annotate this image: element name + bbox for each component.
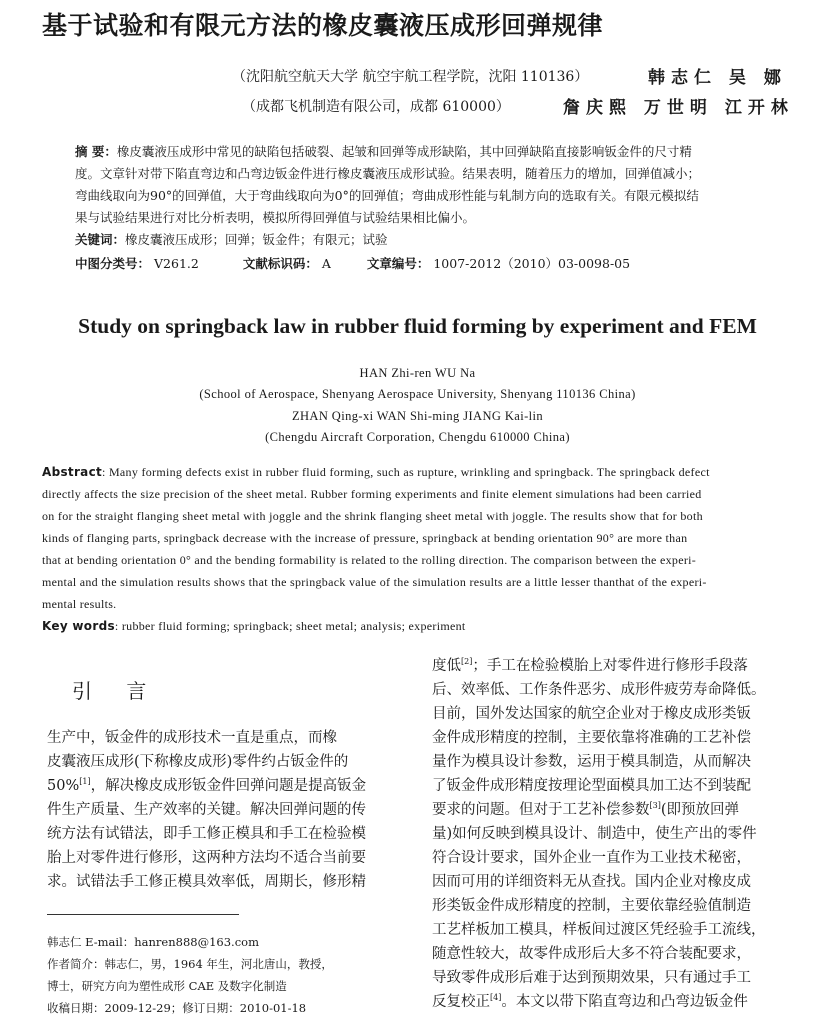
cn-keywords: 橡皮囊液压成形；回弹；钣金件；有限元；试验 [125, 232, 388, 247]
body-line: 目前，国外发达国家的航空企业对于橡皮成形类钣 [432, 706, 751, 722]
en-abstract-line: on for the straight flanging sheet metal with joggle and the shrink flanging sheet metal with joggle. The results show that for both [42, 509, 703, 523]
cn-classification-row [75, 254, 634, 272]
left-body-column [47, 726, 412, 906]
en-abstract-line: kinds of flanging parts, springback decrease with the increase of pressure, springback at bending orientation 90° are more than [42, 531, 688, 545]
cn-keywords-label: 关键词： [75, 232, 126, 247]
cn-abstract [75, 141, 775, 251]
body-line: 生产中，钣金件的成形技术一直是重点，而橡 [47, 730, 337, 746]
article-number-label: 文章编号： [366, 256, 430, 271]
body-line: 求。试错法手工修正模具效率低，周期长，修形精 [47, 874, 366, 890]
body-line: 度低[2]；手工在检验模胎上对零件进行修形手段落 [432, 657, 748, 674]
en-abstract-line: mental and the simulation results shows that the springback value of the simulation results are a little lesser thanthat of the experi- [42, 575, 707, 589]
body-line: 金件成形精度的控制，主要依靠将准确的工艺补偿 [432, 730, 751, 746]
en-authors-2: ZHAN Qing-xi WAN Shi-ming JIANG Kai-lin [291, 409, 544, 423]
body-line: 后、效率低、工作条件恶劣、成形件疲劳寿命降低。 [432, 682, 766, 698]
body-line: 量作为模具设计参数，运用于模具制造，从而解决 [432, 754, 751, 770]
body-line: 了钣金件成形精度按理论型面模具加工达不到装配 [432, 778, 751, 794]
cn-abstract-line: 度。文章针对带下陷直弯边和凸弯边钣金件进行橡皮囊液压成形试验。结果表明，随着压力的增加，回弹值减小； [75, 166, 701, 181]
body-line: 反复校正[4]。本文以带下陷直弯边和凸弯边钣金件 [432, 993, 748, 1010]
footnote-line: 博士，研究方向为塑性成形 CAE 及数字化制造 [47, 979, 287, 993]
en-abstract-line: directly affects the size precision of the sheet metal. Rubber forming experiments and finite element simulations had been carried [42, 487, 702, 501]
clc-value: V261.2 [154, 256, 199, 271]
body-line: 导致零件成形后难于达到预期效果，只有通过手工 [432, 970, 751, 986]
body-line: 符合设计要求，国外企业一直作为工业技术秘密， [432, 850, 751, 866]
doc-code-label: 文献标识码： [242, 256, 318, 271]
cn-affiliation-2: （成都飞机制造有限公司，成都 610000） [242, 99, 510, 115]
body-line: 件生产质量、生产效率的关键。解决回弹问题的传 [47, 802, 366, 818]
cn-abstract-line: 弯曲线取向为90°的回弹值，大于弯曲线取向为0°的回弹值；弯曲成形性能与轧制方向的选取有关。有限元模拟结 [75, 188, 699, 203]
citation-marker: [3] [649, 801, 661, 811]
cn-abstract-line: 果与试验结果进行对比分析表明，模拟所得回弹值与试验结果相比偏小。 [75, 210, 476, 225]
body-line: 随意性较大，故零件成形后大多不符合装配要求， [432, 946, 751, 962]
body-line: 50%[1]，解决橡皮成形钣金件回弹问题是提高钣金 [47, 777, 367, 794]
chinese-title: 基于试验和有限元方法的橡皮囊液压成形回弹规律 [42, 11, 604, 40]
footnote-line: 收稿日期：2009-12-29；修订日期：2010-01-18 [47, 1001, 307, 1015]
body-line: 胎上对零件进行修形，这两种方法均不适合当前要 [47, 850, 366, 866]
en-abstract-line: : Many forming defects exist in rubber fluid forming, such as rupture, wrinkling and springback. The springback defect [102, 465, 710, 479]
body-line: 量)如何反映到模具设计、制造中，使生产出的零件 [432, 826, 757, 842]
citation-marker: [4] [490, 993, 502, 1003]
doc-code-value: A [321, 256, 331, 271]
section-heading-introduction: 引 言 [72, 679, 161, 703]
en-affiliation-1: (School of Aerospace, Shenyang Aerospace University, Shenyang 110136 China) [199, 387, 636, 401]
footnote-line: 作者简介：韩志仁，男，1964 年生，河北唐山，教授， [47, 957, 333, 971]
cn-affiliation-1: （沈阳航空航天大学 航空宇航工程学院，沈阳 110136） [232, 69, 589, 85]
body-line: 因而可用的详细资料无从查找。国内企业对橡皮成 [432, 874, 751, 890]
english-title: Study on springback law in rubber fluid forming by experiment and FEM [78, 314, 757, 338]
cn-authors-2: 詹庆熙 万世明 江开林 [563, 98, 794, 118]
en-abstract-line: that at bending orientation 0° and the bending formability is related to the rolling direction. The comparison between the experi- [42, 553, 697, 567]
footnote-rule [47, 914, 239, 915]
en-affiliation-2: (Chengdu Aircraft Corporation, Chengdu 610000 China) [265, 430, 570, 444]
en-abstract [42, 465, 802, 640]
en-authors-1: HAN Zhi-ren WU Na [359, 366, 476, 380]
article-number-value: 1007-2012（2010）03-0098-05 [433, 256, 631, 271]
cn-authors-1: 韩志仁 吴 娜 [648, 68, 787, 88]
body-line: 工艺样板加工模具，样板间过渡区凭经验手工流线， [432, 922, 766, 938]
body-line: 皮囊液压成形(下称橡皮成形)零件约占钣金件的 [47, 754, 349, 770]
body-line: 统方法有试错法，即手工修正模具和手工在检验模 [47, 826, 366, 842]
clc-label: 中图分类号： [75, 256, 151, 271]
cn-abstract-line: 橡皮囊液压成形中常见的缺陷包括破裂、起皱和回弹等成形缺陷，其中回弹缺陷直接影响钣金件的尺寸精 [116, 144, 692, 159]
en-keywords: : rubber fluid forming; springback; sheet metal; analysis; experiment [114, 619, 466, 633]
right-body-column [432, 654, 802, 1014]
cn-abstract-label: 摘 要： [75, 144, 117, 159]
en-keywords-label: Key words [42, 619, 115, 633]
citation-marker: [1] [79, 777, 91, 787]
body-line: 要求的问题。但对于工艺补偿参数[3](即预放回弹 [432, 801, 740, 818]
body-line: 形类钣金件成形精度的控制，主要依靠经验值制造 [432, 898, 751, 914]
citation-marker: [2] [461, 657, 473, 667]
en-abstract-label: Abstract [42, 465, 103, 479]
footnote-line: 韩志仁 E-mail：hanren888@163.com [47, 935, 259, 949]
en-abstract-line: mental results. [42, 597, 117, 611]
